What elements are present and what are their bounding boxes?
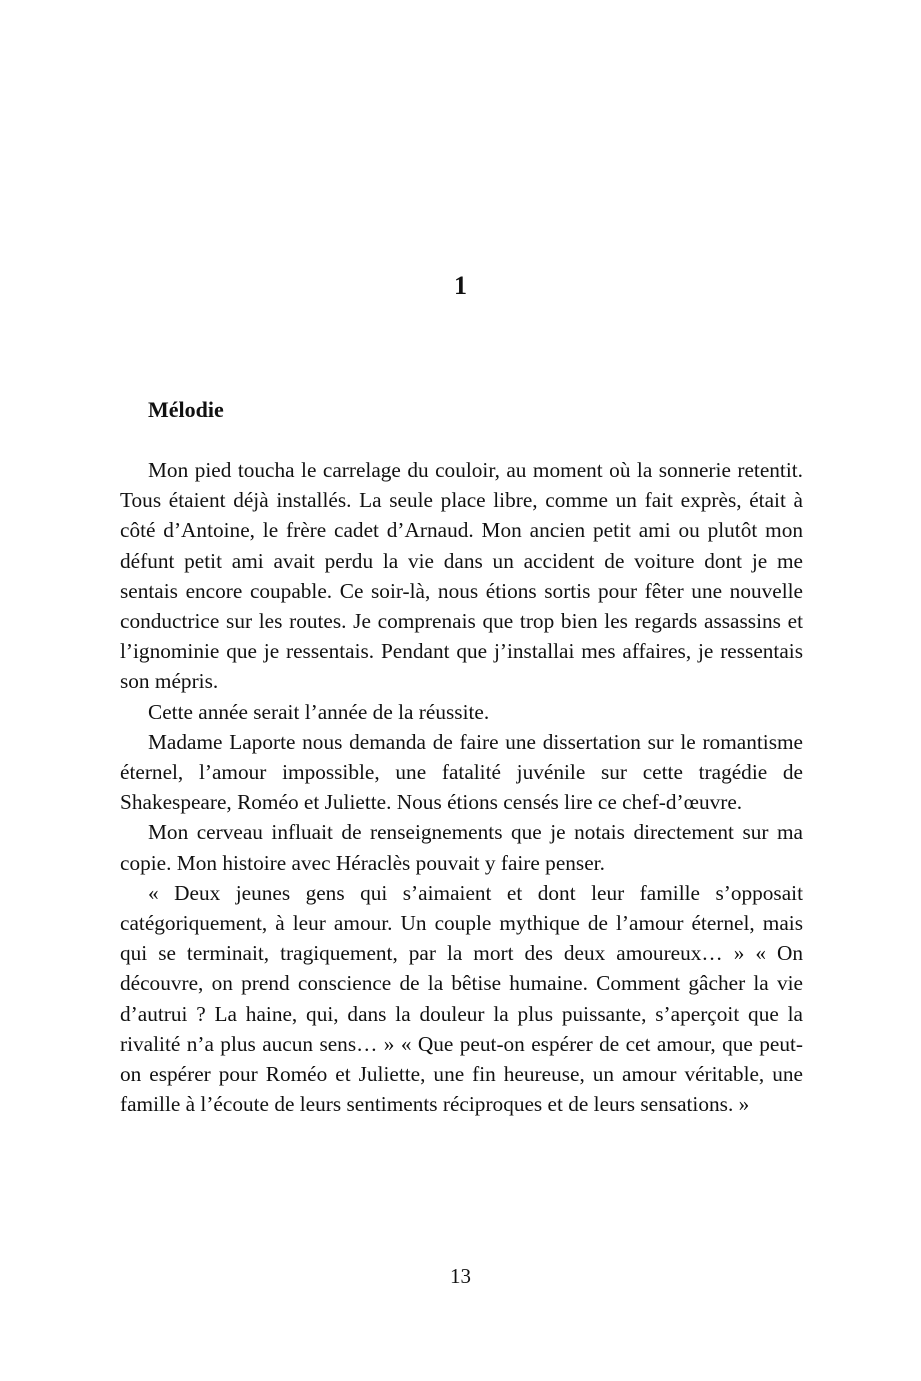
paragraph: Mon cerveau influait de renseignements que je notais directement sur ma copie. Mon histoire avec Héraclès pouvait y faire penser. [120, 820, 803, 875]
chapter-number: 1 [454, 271, 467, 300]
paragraph: Cette année serait l’année de la réussite. [148, 699, 490, 724]
paragraph: Madame Laporte nous demanda de faire une dissertation sur le romantisme éternel, l’amour impossible, une fatalité juvénile sur cette tragédie de Shakespeare, Roméo et Juliette. Nous étions censés lire ce chef-d’œuvre. [120, 729, 803, 815]
body-text [120, 455, 803, 1119]
page-number: 13 [450, 1264, 471, 1288]
paragraph: « Deux jeunes gens qui s’aimaient et dont leur famille s’opposait catégoriquement, à leur amour. Un couple mythique de l’amour éternel, mais qui se terminait, tragiquement, par la mort des deux amoureux… » « On découvre, on prend conscience de la bêtise humaine. Comment gâcher la vie d’autrui ? La haine, qui, dans la douleur la plus puissante, s’aperçoit que la rivalité n’a plus aucun sens… » « Que peut-on espérer de cet amour, que peut-on espérer pour Roméo et Juliette, une fin heureuse, un amour véritable, une famille à l’écoute de leurs sentiments réciproques et de leurs sensations. » [120, 880, 803, 1117]
chapter-title: Mélodie [148, 397, 224, 422]
paragraph: Mon pied toucha le carrelage du couloir, au moment où la sonnerie retentit. Tous étaient déjà installés. La seule place libre, comme un fait exprès, était à côté d’Antoine, le frère cadet d’Arnaud. Mon ancien petit ami ou plutôt mon défunt petit ami avait perdu la vie dans un accident de voiture dont je me sentais encore coupable. Ce soir-là, nous étions sortis pour fêter une nouvelle conductrice sur les routes. Je comprenais que trop bien les regards assassins et l’ignominie que je ressentais. Pendant que j’installai mes affaires, je ressentais son mépris. [120, 458, 803, 694]
